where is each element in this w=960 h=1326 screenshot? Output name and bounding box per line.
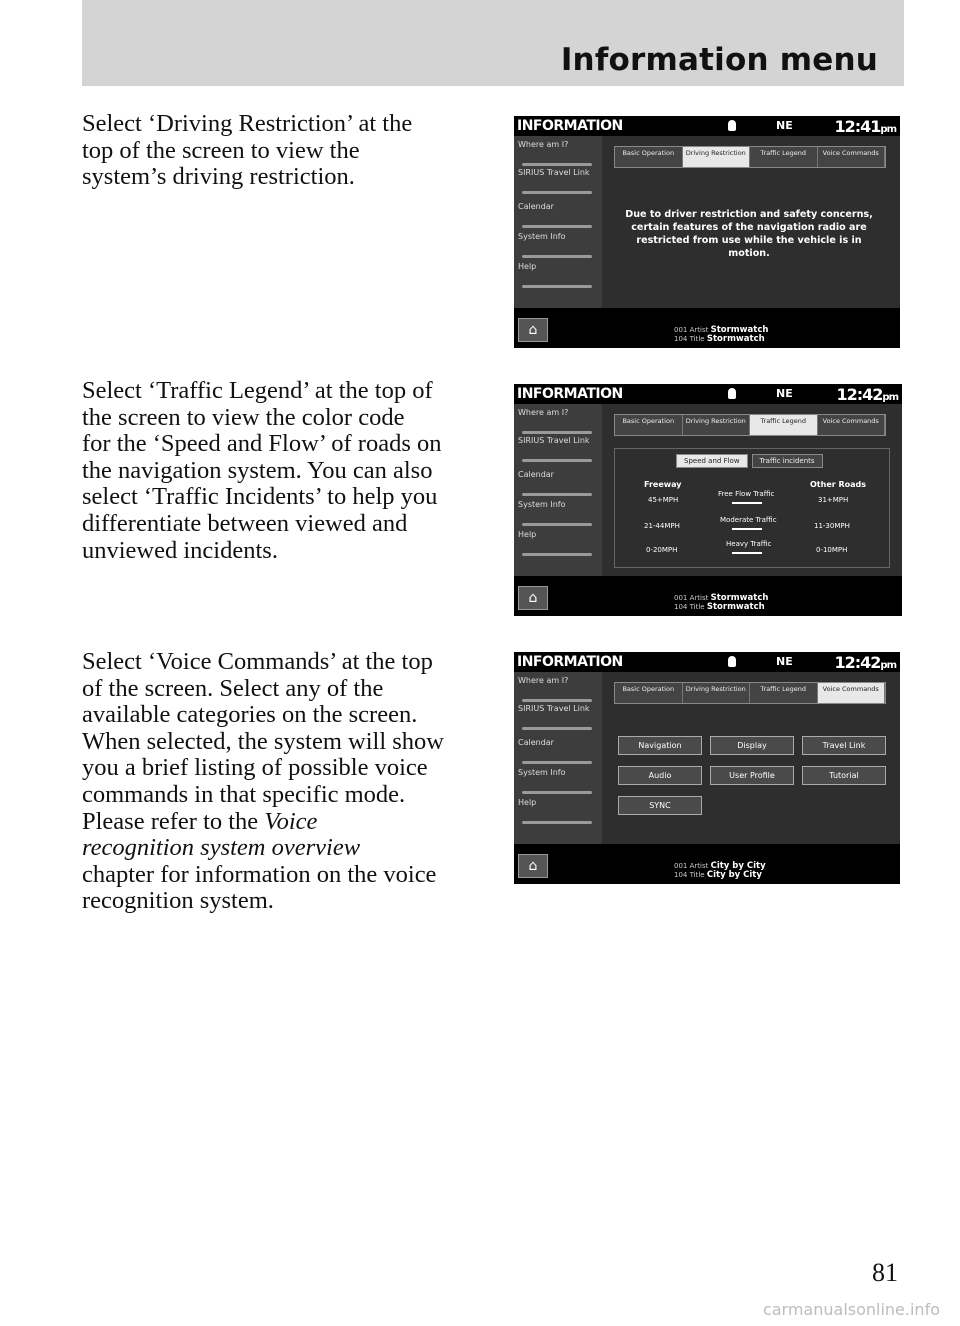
text-line: Select ‘Driving Restriction’ at the bbox=[82, 110, 413, 137]
sidebar-item-sirius-travel-link[interactable] bbox=[518, 436, 598, 462]
text-line: unviewed incidents. bbox=[82, 536, 278, 564]
sync-button[interactable]: SYNC bbox=[618, 796, 702, 815]
tab-driving-restriction[interactable]: Driving Restriction bbox=[683, 683, 751, 703]
sidebar-item-label: Where am I? bbox=[518, 408, 569, 417]
channel-number: 001 bbox=[674, 862, 688, 870]
text-line: you a brief listing of possible voice bbox=[82, 754, 428, 782]
sidebar-item-label: SIRIUS Travel Link bbox=[518, 168, 590, 177]
legend-other-speed: 0-10MPH bbox=[816, 546, 848, 554]
paragraph-driving-restriction bbox=[82, 111, 502, 191]
sidebar-item-label: Help bbox=[518, 262, 537, 271]
sidebar-item-label: System Info bbox=[518, 232, 566, 241]
home-icon[interactable]: ⌂ bbox=[518, 318, 548, 342]
text-line: Select ‘Traffic Legend’ at the top of bbox=[82, 377, 433, 404]
legend-traffic-label: Free Flow Traffic bbox=[718, 490, 775, 498]
navigation-button[interactable]: Navigation bbox=[618, 736, 702, 755]
text-line bbox=[82, 835, 502, 862]
legend-other-speed: 31+MPH bbox=[818, 496, 849, 504]
text-line: When selected, the system will show bbox=[82, 727, 444, 755]
text-line: top of the screen to view the bbox=[82, 136, 360, 164]
screenshot-driving-restriction bbox=[514, 116, 900, 348]
tab-bar bbox=[614, 146, 886, 168]
watermark: carmanualsonline.info bbox=[762, 1300, 940, 1319]
text-line: for the ‘Speed and Flow’ of roads on bbox=[82, 430, 442, 458]
sidebar-item-label: Help bbox=[518, 798, 537, 807]
now-playing bbox=[674, 594, 768, 612]
tab-traffic-legend[interactable]: Traffic Legend bbox=[750, 683, 818, 703]
title-value: City by City bbox=[706, 870, 762, 880]
sidebar-item-label: System Info bbox=[518, 500, 566, 509]
sidebar-item-label: SIRIUS Travel Link bbox=[518, 704, 590, 713]
text-line: system’s driving restriction. bbox=[82, 163, 355, 191]
tab-bar bbox=[614, 682, 886, 704]
tab-bar bbox=[614, 414, 886, 436]
track-number: 104 bbox=[674, 335, 688, 343]
text-line: recognition system. bbox=[82, 887, 274, 915]
screen-title: INFORMATION bbox=[517, 118, 623, 134]
sidebar-item-system-info[interactable] bbox=[518, 232, 598, 258]
sidebar-item-label: Calendar bbox=[518, 738, 554, 747]
text-line bbox=[82, 809, 502, 836]
text-line: commands in that specific mode. bbox=[82, 780, 406, 808]
screenshot-traffic-legend bbox=[514, 384, 902, 616]
arrow-icon bbox=[732, 528, 762, 530]
tutorial-button[interactable]: Tutorial bbox=[802, 766, 886, 785]
artist-value: Stormwatch bbox=[710, 325, 769, 335]
legend-other-speed: 11-30MPH bbox=[814, 522, 850, 530]
sidebar-item-sirius-travel-link[interactable] bbox=[518, 704, 598, 730]
paragraph-traffic-legend bbox=[82, 378, 502, 564]
title-label: Title bbox=[689, 603, 705, 611]
sidebar bbox=[514, 672, 602, 844]
sidebar-item-where-am-i[interactable] bbox=[518, 676, 598, 702]
page-number: 81 bbox=[872, 1258, 898, 1287]
tab-voice-commands[interactable]: Voice Commands bbox=[818, 147, 886, 167]
screen-title: INFORMATION bbox=[517, 386, 623, 402]
sidebar-item-help[interactable] bbox=[518, 798, 598, 824]
clock bbox=[834, 117, 896, 136]
tab-voice-commands[interactable]: Voice Commands bbox=[818, 415, 886, 435]
channel-number: 001 bbox=[674, 326, 688, 334]
text-line: chapter for information on the voice bbox=[82, 860, 437, 888]
sidebar-item-system-info[interactable] bbox=[518, 500, 598, 526]
clock-suffix: pm bbox=[882, 392, 898, 403]
artist-label: Artist bbox=[689, 594, 709, 602]
sidebar-item-label: Help bbox=[518, 530, 537, 539]
sidebar-item-system-info[interactable] bbox=[518, 768, 598, 794]
track-number: 104 bbox=[674, 603, 688, 611]
legend-freeway-speed: 21-44MPH bbox=[644, 522, 680, 530]
tab-traffic-incidents[interactable]: Traffic incidents bbox=[752, 454, 823, 468]
home-icon[interactable]: ⌂ bbox=[518, 854, 548, 878]
text-line: of the screen. Select any of the bbox=[82, 674, 384, 702]
artist-label: Artist bbox=[689, 862, 709, 870]
clock-time: 12:41 bbox=[834, 117, 881, 136]
home-icon[interactable]: ⌂ bbox=[518, 586, 548, 610]
legend-traffic-label: Heavy Traffic bbox=[726, 540, 772, 548]
compass-heading: NE bbox=[776, 119, 793, 132]
tab-traffic-legend[interactable]: Traffic Legend bbox=[750, 147, 818, 167]
arrow-icon bbox=[732, 502, 762, 504]
chapter-reference: Voice bbox=[264, 807, 318, 835]
sidebar-item-sirius-travel-link[interactable] bbox=[518, 168, 598, 194]
sidebar-item-help[interactable] bbox=[518, 262, 598, 288]
compass-heading: NE bbox=[776, 387, 793, 400]
legend-freeway-speed: 45+MPH bbox=[648, 496, 679, 504]
title-value: Stormwatch bbox=[706, 334, 765, 344]
legend-sub-tabs bbox=[676, 454, 823, 468]
compass-heading: NE bbox=[776, 655, 793, 668]
sidebar-item-label: Where am I? bbox=[518, 676, 569, 685]
sidebar-item-label: System Info bbox=[518, 768, 566, 777]
title-label: Title bbox=[689, 871, 705, 879]
text-line: select ‘Traffic Incidents’ to help you bbox=[82, 483, 438, 511]
clock-time: 12:42 bbox=[834, 653, 881, 672]
chapter-reference: recognition system overview bbox=[82, 834, 361, 862]
screenshot-voice-commands bbox=[514, 652, 900, 884]
text-line: available categories on the screen. bbox=[82, 701, 418, 729]
clock-time: 12:42 bbox=[836, 385, 883, 404]
now-playing bbox=[674, 862, 766, 880]
sidebar-item-calendar[interactable] bbox=[518, 470, 598, 496]
legend-traffic-label: Moderate Traffic bbox=[720, 516, 777, 524]
now-playing bbox=[674, 326, 768, 344]
screen-title: INFORMATION bbox=[517, 654, 623, 670]
tab-driving-restriction[interactable]: Driving Restriction bbox=[683, 415, 751, 435]
audio-button[interactable]: Audio bbox=[618, 766, 702, 785]
sidebar-item-label: Where am I? bbox=[518, 140, 569, 149]
microphone-icon bbox=[728, 388, 736, 399]
tab-basic-operation[interactable]: Basic Operation bbox=[615, 683, 683, 703]
tab-basic-operation[interactable]: Basic Operation bbox=[615, 147, 683, 167]
text-line: Select ‘Voice Commands’ at the top bbox=[82, 648, 433, 675]
title-label: Title bbox=[689, 335, 705, 343]
text-line: differentiate between viewed and bbox=[82, 509, 408, 537]
tab-voice-commands[interactable]: Voice Commands bbox=[818, 683, 886, 703]
sidebar-item-label: Calendar bbox=[518, 202, 554, 211]
sidebar bbox=[514, 404, 602, 576]
paragraph-voice-commands bbox=[82, 649, 502, 915]
clock-suffix: pm bbox=[880, 124, 896, 135]
clock bbox=[836, 385, 898, 404]
sidebar bbox=[514, 136, 602, 308]
microphone-icon bbox=[728, 656, 736, 667]
clock bbox=[834, 653, 896, 672]
sidebar-item-where-am-i[interactable] bbox=[518, 408, 598, 434]
display-button[interactable]: Display bbox=[710, 736, 794, 755]
text-line: the screen to view the color code bbox=[82, 403, 405, 431]
artist-value: Stormwatch bbox=[710, 593, 769, 603]
section-title: Information menu bbox=[560, 42, 878, 78]
clock-suffix: pm bbox=[880, 660, 896, 671]
sidebar-item-label: SIRIUS Travel Link bbox=[518, 436, 590, 445]
artist-value: City by City bbox=[710, 861, 766, 871]
microphone-icon bbox=[728, 120, 736, 131]
tab-driving-restriction[interactable]: Driving Restriction bbox=[683, 147, 751, 167]
restriction-message: Due to driver restriction and safety concerns, certain features of the navigation radio are restricted from use while the vehicle is in motion. bbox=[625, 209, 873, 259]
legend-freeway-speed: 0-20MPH bbox=[646, 546, 678, 554]
user-profile-button[interactable]: User Profile bbox=[710, 766, 794, 785]
title-value: Stormwatch bbox=[706, 602, 765, 612]
tab-basic-operation[interactable]: Basic Operation bbox=[615, 415, 683, 435]
sidebar-item-label: Calendar bbox=[518, 470, 554, 479]
tab-traffic-legend[interactable]: Traffic Legend bbox=[750, 415, 818, 435]
text-line: the navigation system. You can also bbox=[82, 456, 433, 484]
track-number: 104 bbox=[674, 871, 688, 879]
arrow-icon bbox=[732, 552, 762, 554]
sidebar-item-calendar[interactable] bbox=[518, 738, 598, 764]
other-roads-heading: Other Roads bbox=[810, 480, 867, 489]
sidebar-item-where-am-i[interactable] bbox=[518, 140, 598, 166]
tab-speed-and-flow[interactable]: Speed and Flow bbox=[676, 454, 748, 468]
header-bar bbox=[82, 0, 904, 86]
sidebar-item-help[interactable] bbox=[518, 530, 598, 556]
sidebar-item-calendar[interactable] bbox=[518, 202, 598, 228]
text-fragment: Please refer to the bbox=[82, 807, 265, 835]
artist-label: Artist bbox=[689, 326, 709, 334]
travel-link-button[interactable]: Travel Link bbox=[802, 736, 886, 755]
channel-number: 001 bbox=[674, 594, 688, 602]
freeway-heading: Freeway bbox=[644, 480, 682, 489]
